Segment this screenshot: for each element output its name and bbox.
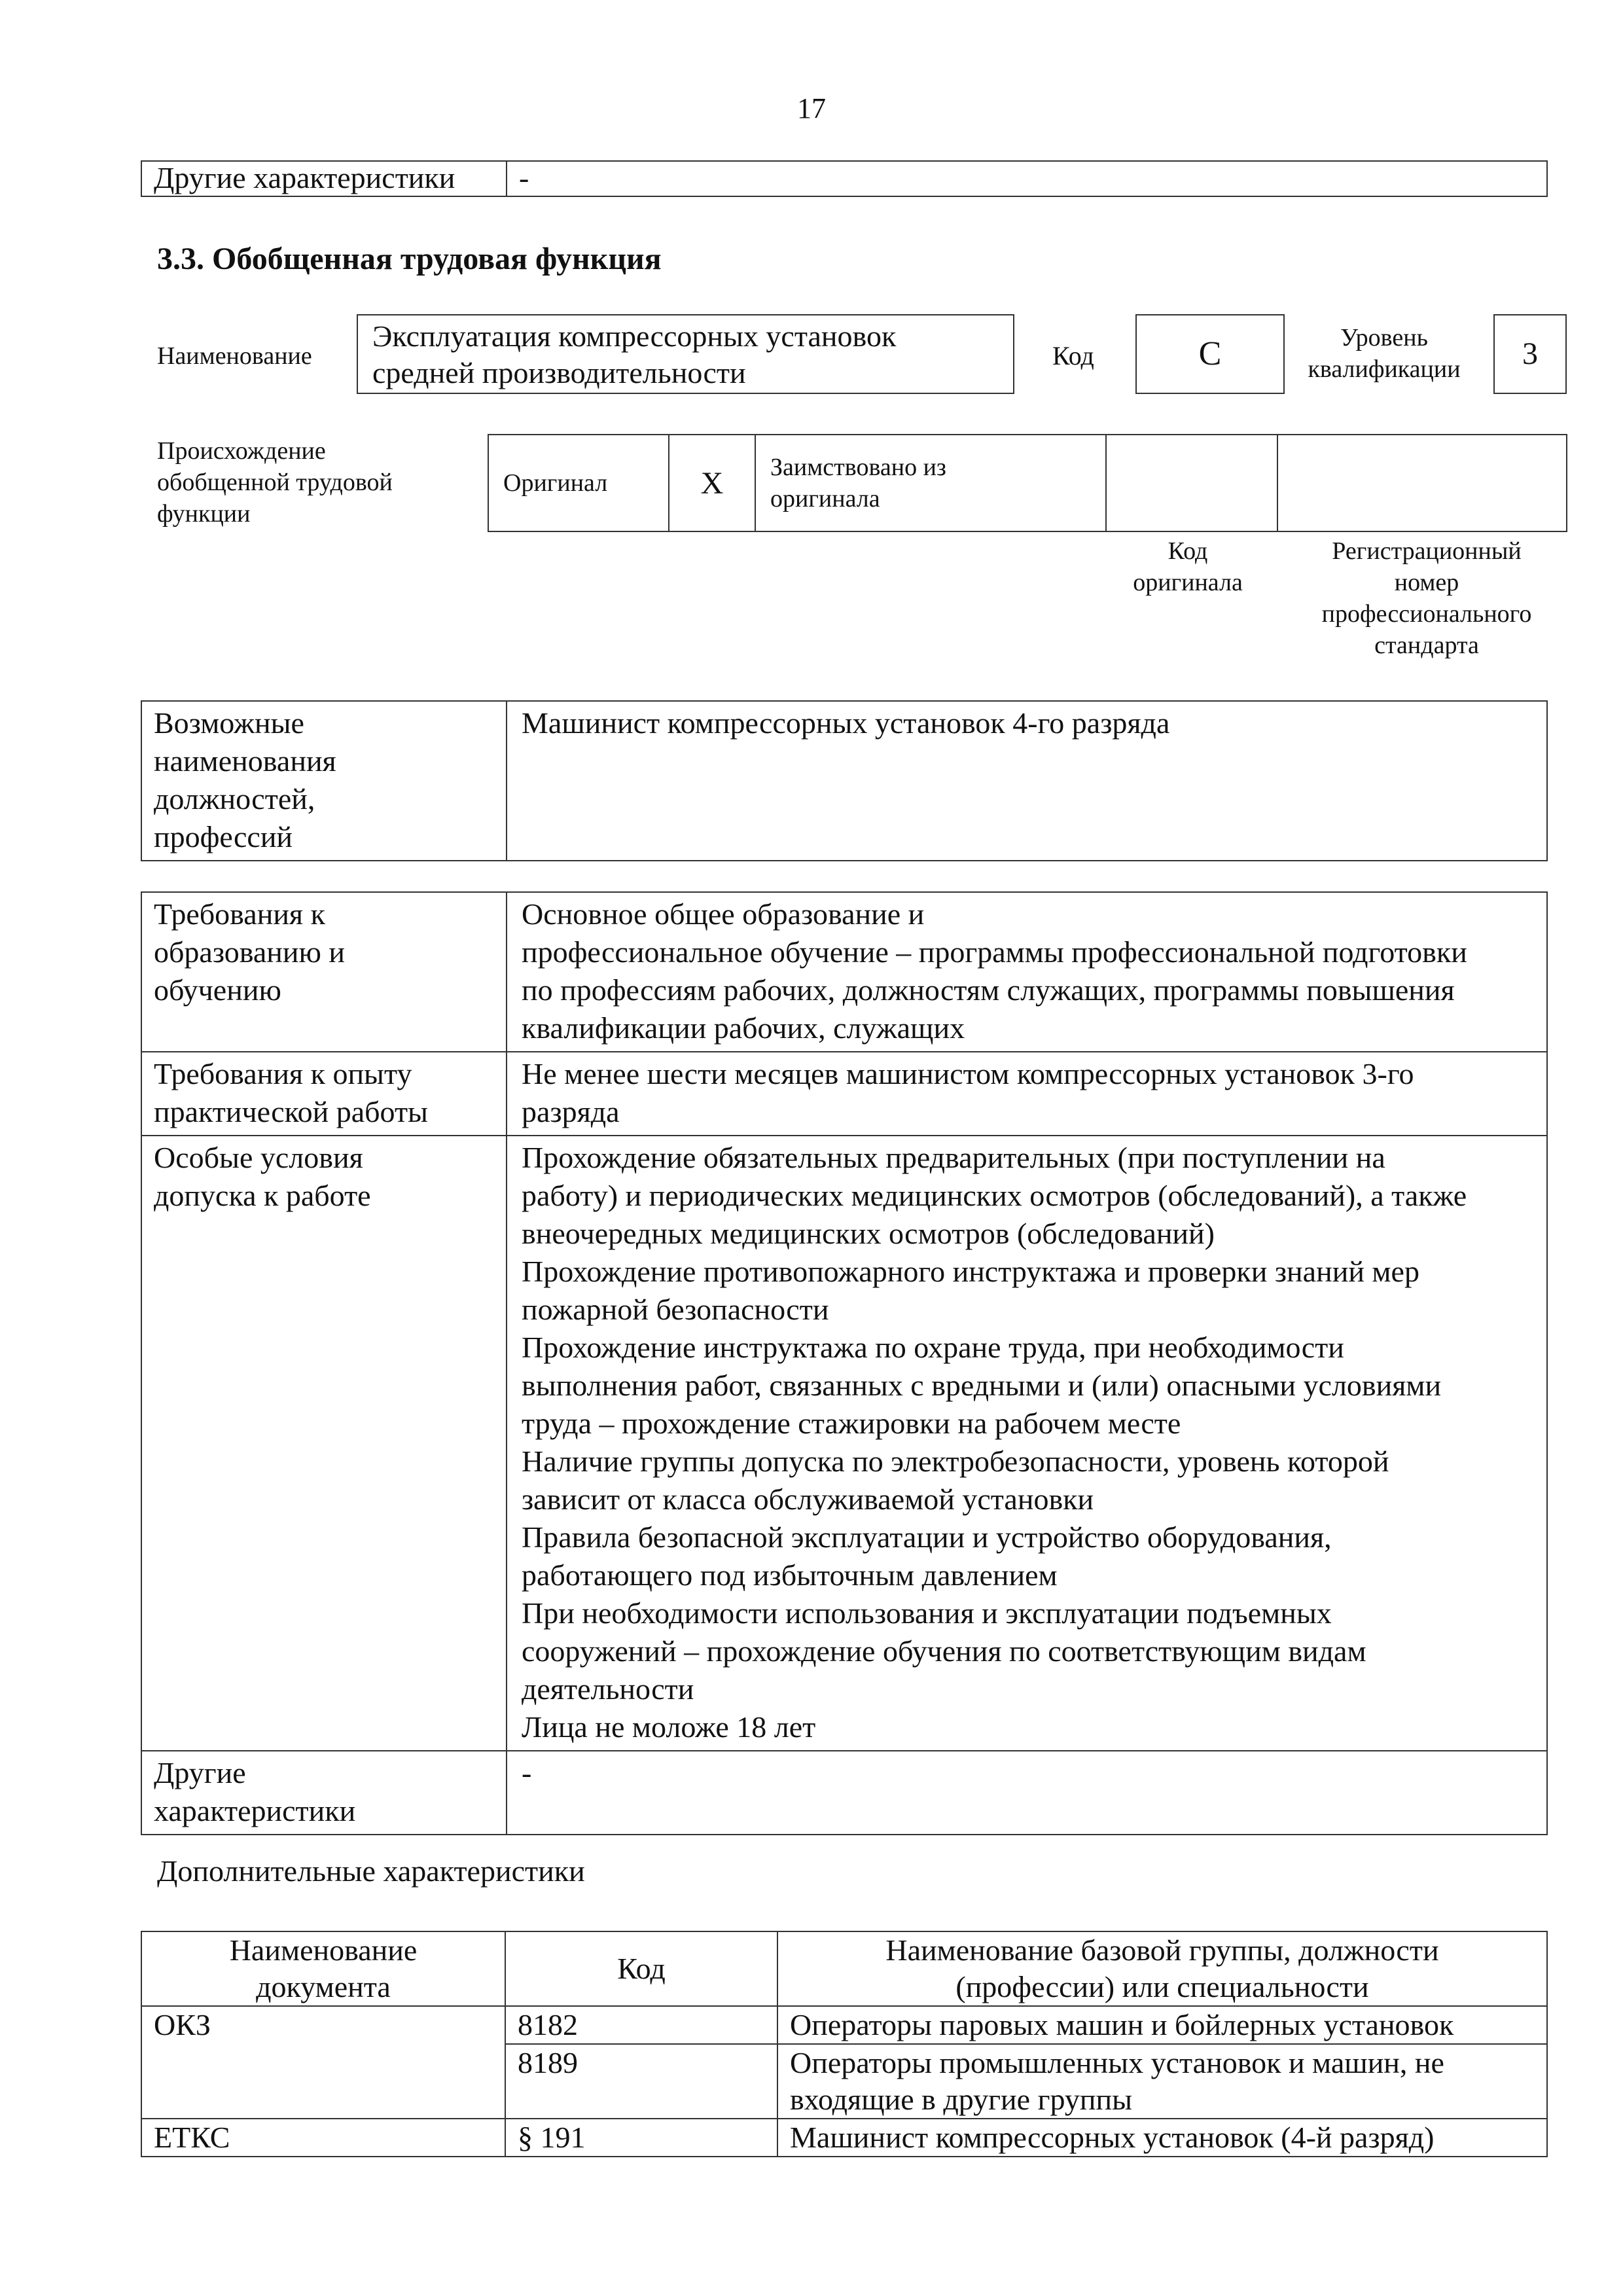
row-code: § 191	[505, 2119, 777, 2157]
special-line: сооружений – прохождение обучения по соответствующим видам	[522, 1634, 1366, 1668]
reg-caption-line2: номер	[1394, 569, 1459, 596]
level-label-line2: квалификации	[1308, 355, 1461, 383]
education-line: профессиональное обучение – программы профессиональной подготовки	[522, 935, 1467, 969]
original-code-caption-line1: Код	[1168, 537, 1208, 565]
special-line: Прохождение обязательных предварительных (при поступлении на	[522, 1141, 1385, 1174]
positions-label	[141, 701, 507, 861]
education-line: Основное общее образование и	[522, 897, 925, 931]
name-label: Наименование	[157, 342, 312, 370]
other-characteristics-row	[141, 1751, 1547, 1835]
row-name: Машинист компрессорных установок (4-й разряд)	[777, 2119, 1547, 2157]
experience-value	[507, 1052, 1547, 1136]
experience-label	[141, 1052, 507, 1136]
header-document	[141, 1931, 505, 2006]
other-label-line1: Другие	[154, 1756, 246, 1789]
header-group-line1: Наименование базовой группы, должности	[885, 1933, 1439, 1967]
reg-caption-line1: Регистрационный	[1332, 537, 1522, 565]
special-line: Прохождение инструктажа по охране труда, при необходимости	[522, 1331, 1344, 1364]
prev-other-characteristics-table	[141, 160, 1548, 197]
positions-label-line1: Возможные	[154, 706, 304, 740]
positions-label-line4: профессий	[154, 820, 293, 853]
row-name-line1: Операторы промышленных установок и машин, не	[790, 2046, 1444, 2079]
special-line: зависит от класса обслуживаемой установки	[522, 1482, 1094, 1516]
education-label	[141, 892, 507, 1052]
row-name	[777, 2044, 1547, 2119]
additional-characteristics-table	[141, 1931, 1548, 2157]
special-conditions-value	[507, 1136, 1547, 1751]
positions-table	[141, 700, 1548, 861]
row-code: 8189	[505, 2044, 777, 2119]
education-line: квалификации рабочих, служащих	[522, 1011, 965, 1045]
origin-label-line2: обобщенной трудовой	[157, 469, 393, 496]
original-code-caption	[1099, 535, 1276, 598]
special-line: пожарной безопасности	[522, 1293, 829, 1326]
borrowed-line1: Заимствовано из	[770, 454, 946, 481]
prev-other-label: Другие характеристики	[141, 161, 507, 196]
row-doc-okz: ОКЗ	[141, 2006, 505, 2119]
experience-row	[141, 1052, 1547, 1136]
original-label: Оригинал	[488, 435, 669, 531]
special-line: Правила безопасной эксплуатации и устройство оборудования,	[522, 1520, 1332, 1554]
row-name-line2: входящие в другие группы	[790, 2083, 1132, 2116]
other-characteristics-value: -	[507, 1751, 1547, 1835]
special-label-line2: допуска к работе	[154, 1179, 371, 1212]
original-mark: X	[669, 435, 755, 531]
special-line: деятельности	[522, 1672, 694, 1706]
level-value: 3	[1493, 314, 1567, 394]
experience-label-line2: практической работы	[154, 1095, 428, 1128]
section-title: 3.3. Обобщенная трудовая функция	[157, 242, 662, 276]
education-label-line3: обучению	[154, 973, 281, 1007]
special-line: Лица не моложе 18 лет	[522, 1710, 816, 1744]
special-line: работающего под избыточным давлением	[522, 1558, 1058, 1592]
positions-label-line2: наименования	[154, 744, 336, 778]
prev-other-value: -	[507, 161, 1547, 196]
origin-label	[157, 435, 393, 529]
other-characteristics-label	[141, 1751, 507, 1835]
header-group	[777, 1931, 1547, 2006]
education-label-line2: образованию и	[154, 935, 345, 969]
experience-line: разряда	[522, 1095, 620, 1128]
additional-characteristics-title: Дополнительные характеристики	[157, 1854, 585, 1888]
origin-label-line3: функции	[157, 500, 251, 528]
special-line: работу) и периодических медицинских осмотров (обследований), а также	[522, 1179, 1467, 1212]
special-line: Наличие группы допуска по электробезопасности, уровень которой	[522, 1444, 1389, 1478]
special-line: внеочередных медицинских осмотров (обследований)	[522, 1217, 1215, 1250]
experience-line: Не менее шести месяцев машинистом компрессорных установок 3-го	[522, 1057, 1414, 1090]
positions-label-line3: должностей,	[154, 782, 315, 816]
special-line: При необходимости использования и эксплуатации подъемных	[522, 1596, 1332, 1630]
row-doc-etks: ЕТКС	[141, 2119, 505, 2157]
special-label-line1: Особые условия	[154, 1141, 363, 1174]
education-label-line1: Требования к	[154, 897, 325, 931]
registration-number-cell	[1277, 435, 1567, 531]
additional-header-row	[141, 1931, 1547, 2006]
borrowed-label	[755, 435, 1106, 531]
special-conditions-row	[141, 1136, 1547, 1751]
positions-value: Машинист компрессорных установок 4-го разряда	[507, 701, 1547, 861]
education-value	[507, 892, 1547, 1052]
reg-caption-line3: профессионального	[1321, 600, 1532, 628]
original-code-caption-line2: оригинала	[1133, 569, 1243, 596]
function-name-line2: средней производительности	[372, 356, 746, 389]
header-document-line1: Наименование	[229, 1933, 418, 1967]
function-name-line1: Эксплуатация компрессорных установок	[372, 319, 897, 353]
other-label-line2: характеристики	[154, 1794, 356, 1827]
special-line: труда – прохождение стажировки на рабочем месте	[522, 1407, 1181, 1440]
origin-label-line1: Происхождение	[157, 437, 326, 465]
code-value: C	[1135, 314, 1285, 394]
education-line: по профессиям рабочих, должностям служащих, программы повышения	[522, 973, 1455, 1007]
header-group-line2: (профессии) или специальности	[955, 1970, 1369, 2003]
code-label: Код	[1052, 341, 1094, 370]
level-label-line1: Уровень	[1340, 324, 1428, 351]
level-label	[1293, 322, 1476, 385]
special-line: Прохождение противопожарного инструктажа и проверки знаний мер	[522, 1255, 1419, 1288]
education-row	[141, 892, 1547, 1052]
table-row	[141, 2119, 1547, 2157]
borrowed-line2: оригинала	[770, 485, 880, 512]
table-row	[141, 2006, 1547, 2044]
function-name-box	[357, 314, 1014, 394]
row-code: 8182	[505, 2006, 777, 2044]
requirements-table	[141, 891, 1548, 1835]
header-code: Код	[505, 1931, 777, 2006]
page-number: 17	[797, 92, 826, 124]
reg-caption-line4: стандарта	[1374, 632, 1479, 659]
row-name: Операторы паровых машин и бойлерных установок	[777, 2006, 1547, 2044]
origin-table	[488, 434, 1567, 532]
original-code-cell	[1106, 435, 1277, 531]
special-line: выполнения работ, связанных с вредными и (или) опасными условиями	[522, 1369, 1442, 1402]
experience-label-line1: Требования к опыту	[154, 1057, 412, 1090]
header-document-line2: документа	[256, 1970, 391, 2003]
special-conditions-label	[141, 1136, 507, 1751]
registration-number-caption	[1283, 535, 1571, 661]
